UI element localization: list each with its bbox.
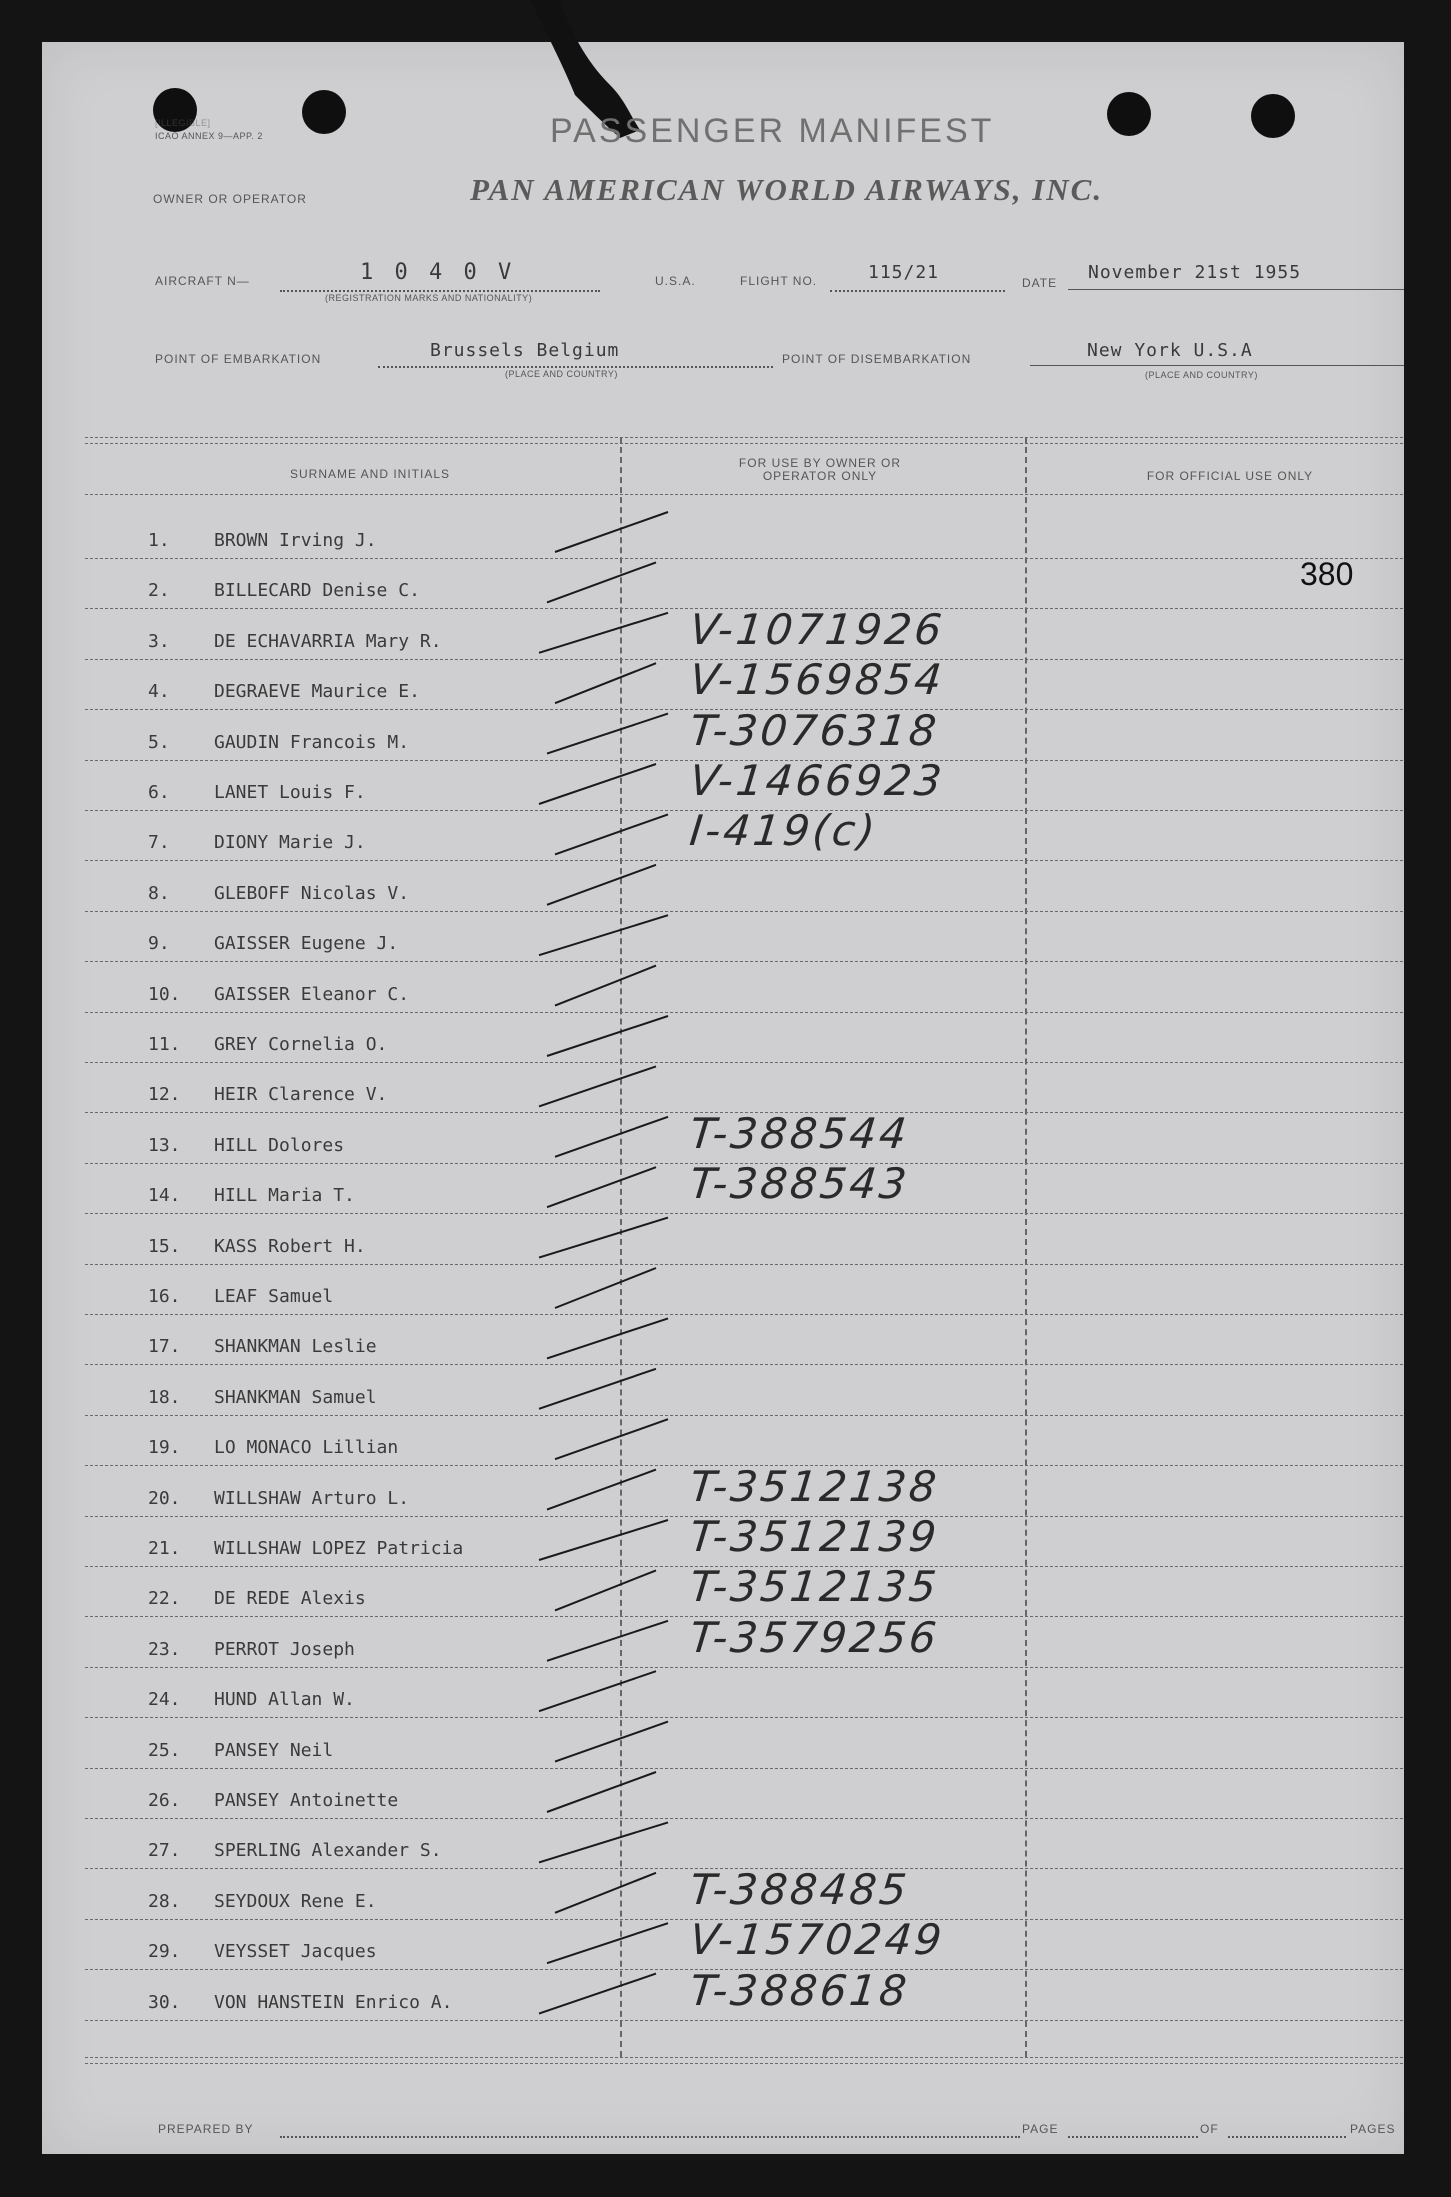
of-label: OF <box>1200 2122 1219 2136</box>
table-bottom-rule-1 <box>85 2057 1403 2058</box>
row-rule <box>85 1062 1403 1063</box>
row-rule <box>85 558 1403 559</box>
passenger-number: 12. <box>148 1084 181 1106</box>
passenger-name: GAUDIN Francois M. <box>214 731 410 753</box>
row-rule <box>85 1012 1403 1013</box>
passenger-number: 30. <box>148 1991 181 2013</box>
passport-number: T-3512138 <box>687 1461 942 1511</box>
date-label: DATE <box>1022 276 1058 290</box>
passenger-number: 29. <box>148 1941 181 1963</box>
passenger-number: 15. <box>148 1235 181 1257</box>
passenger-number: 11. <box>148 1034 181 1055</box>
owner-value: PAN AMERICAN WORLD AIRWAYS, INC. <box>470 172 1104 207</box>
passenger-name: GREY Cornelia O. <box>214 1034 388 1055</box>
table-bottom-rule-2 <box>85 2063 1403 2064</box>
passenger-number: 19. <box>148 1437 181 1459</box>
table-top-rule-1 <box>85 437 1403 438</box>
passenger-number: 27. <box>148 1840 181 1862</box>
passport-number: V-1071926 <box>687 604 947 654</box>
column-divider-1 <box>620 437 622 2057</box>
passenger-number: 7. <box>148 832 170 854</box>
passenger-number: 20. <box>148 1487 181 1509</box>
flight-number: 115/21 <box>868 262 940 283</box>
row-rule <box>85 961 1403 962</box>
passport-number: T-388544 <box>687 1108 912 1158</box>
of-underline <box>1228 2136 1346 2138</box>
disembarkation-underline <box>1030 365 1404 366</box>
passport-number: V-1569854 <box>687 655 947 705</box>
passenger-name: SEYDOUX Rene E. <box>214 1890 377 1912</box>
passenger-number: 16. <box>148 1286 181 1307</box>
passenger-number: 13. <box>148 1134 181 1156</box>
passenger-number: 23. <box>148 1638 181 1660</box>
passenger-number: 17. <box>148 1336 181 1358</box>
passenger-name: HILL Dolores <box>214 1134 345 1156</box>
passenger-name: HILL Maria T. <box>214 1185 355 1207</box>
passenger-name: KASS Robert H. <box>214 1235 366 1257</box>
passenger-number: 24. <box>148 1689 181 1711</box>
passenger-number: 3. <box>148 630 170 652</box>
passenger-name: HEIR Clarence V. <box>214 1084 388 1106</box>
passenger-name: DIONY Marie J. <box>214 832 366 854</box>
passport-number: T-3076318 <box>687 705 942 755</box>
page-label: PAGE <box>1022 2122 1059 2136</box>
passport-number: I-419(c) <box>687 806 881 856</box>
prepared-by-label: PREPARED BY <box>158 2122 254 2136</box>
row-rule <box>85 1264 1403 1265</box>
passenger-number: 26. <box>148 1790 181 1811</box>
passenger-name: PANSEY Antoinette <box>214 1790 399 1811</box>
passenger-name: VEYSSET Jacques <box>214 1941 377 1963</box>
row-rule <box>85 1667 1403 1668</box>
passenger-name: LEAF Samuel <box>214 1286 334 1307</box>
passenger-name: BROWN Irving J. <box>214 530 377 551</box>
passenger-number: 14. <box>148 1185 181 1207</box>
passenger-name: DE ECHAVARRIA Mary R. <box>214 630 442 652</box>
passenger-number: 1. <box>148 530 170 551</box>
aircraft-registration: 1 0 4 0 V <box>360 260 516 285</box>
passenger-name: PANSEY Neil <box>214 1739 334 1761</box>
passport-number: T-3579256 <box>687 1612 942 1662</box>
flight-underline <box>830 290 1005 292</box>
passenger-number: 21. <box>148 1538 181 1559</box>
date-value: November 21st 1955 <box>1088 262 1302 283</box>
passenger-number: 10. <box>148 983 181 1005</box>
passenger-name: SHANKMAN Samuel <box>214 1386 377 1408</box>
passenger-number: 18. <box>148 1386 181 1408</box>
passenger-name: GAISSER Eleanor C. <box>214 983 410 1005</box>
punch-hole-left-2 <box>302 90 346 134</box>
row-rule <box>85 1213 1403 1214</box>
official-stamp-number: 380 <box>1300 556 1354 592</box>
column-divider-2 <box>1025 437 1027 2057</box>
form-reference-line2: ICAO ANNEX 9—APP. 2 <box>155 131 263 141</box>
passenger-name: GAISSER Eugene J. <box>214 933 399 955</box>
passport-number: V-1570249 <box>687 1915 947 1965</box>
passenger-number: 22. <box>148 1588 181 1610</box>
embarkation-caption: (PLACE AND COUNTRY) <box>505 369 618 379</box>
embarkation-value: Brussels Belgium <box>430 340 620 361</box>
embarkation-underline <box>378 366 773 368</box>
column-header-surname: SURNAME AND INITIALS <box>289 467 451 481</box>
passenger-number: 5. <box>148 731 170 753</box>
aircraft-underline <box>280 290 600 292</box>
disembarkation-value: New York U.S.A <box>1087 340 1253 361</box>
row-rule <box>85 860 1403 861</box>
passport-number: T-388485 <box>687 1864 912 1914</box>
row-rule <box>85 1314 1403 1315</box>
page-underline <box>1068 2136 1198 2138</box>
passport-number: V-1466923 <box>687 756 947 805</box>
embarkation-label: POINT OF EMBARKATION <box>155 352 322 366</box>
passenger-number: 8. <box>148 882 170 904</box>
pages-label: PAGES <box>1350 2122 1396 2136</box>
disembarkation-label: POINT OF DISEMBARKATION <box>782 352 972 366</box>
flight-label: FLIGHT NO. <box>740 274 818 288</box>
passenger-number: 25. <box>148 1739 181 1761</box>
aircraft-caption: (REGISTRATION MARKS AND NATIONALITY) <box>325 293 533 303</box>
passenger-name: LO MONACO Lillian <box>214 1437 399 1459</box>
usa-label: U.S.A. <box>655 274 696 288</box>
passenger-number: 9. <box>148 933 170 955</box>
passenger-number: 2. <box>148 580 170 602</box>
form-reference-line1: [ILLEGIBLE] <box>155 118 211 128</box>
passenger-name: WILLSHAW LOPEZ Patricia <box>214 1538 464 1559</box>
passenger-name: SPERLING Alexander S. <box>214 1840 442 1862</box>
passenger-name: LANET Louis F. <box>214 782 366 803</box>
passport-number: T-3512139 <box>687 1512 942 1561</box>
table-header-rule <box>85 494 1403 495</box>
passenger-name: VON HANSTEIN Enrico A. <box>214 1991 453 2013</box>
passenger-number: 4. <box>148 681 170 703</box>
passenger-number: 6. <box>148 782 170 803</box>
punch-hole-right-2 <box>1251 94 1295 138</box>
passport-number: T-3512135 <box>687 1562 942 1612</box>
date-underline <box>1068 289 1404 290</box>
owner-label: OWNER OR OPERATOR <box>153 192 307 206</box>
passenger-name: WILLSHAW Arturo L. <box>214 1487 410 1509</box>
row-rule <box>85 911 1403 912</box>
passenger-name: SHANKMAN Leslie <box>214 1336 377 1358</box>
passport-number: T-388543 <box>687 1159 912 1209</box>
row-rule <box>85 1415 1403 1416</box>
row-rule <box>85 1364 1403 1365</box>
passenger-number: 28. <box>148 1890 181 1912</box>
row-rule <box>85 1768 1403 1769</box>
disembarkation-caption: (PLACE AND COUNTRY) <box>1145 370 1258 380</box>
passenger-name: GLEBOFF Nicolas V. <box>214 882 410 904</box>
passenger-name: BILLECARD Denise C. <box>214 580 420 602</box>
row-rule <box>85 2020 1403 2021</box>
column-header-owner-use: FOR USE BY OWNER OR OPERATOR ONLY <box>738 456 902 483</box>
row-rule <box>85 1717 1403 1718</box>
passenger-name: PERROT Joseph <box>214 1638 355 1660</box>
punch-hole-right-1 <box>1107 92 1151 136</box>
aircraft-label: AIRCRAFT N— <box>155 274 250 288</box>
passenger-name: DE REDE Alexis <box>214 1588 366 1610</box>
prepared-by-underline <box>280 2136 1020 2138</box>
passport-number: T-388618 <box>687 1965 912 2015</box>
table-top-rule-2 <box>85 443 1403 444</box>
column-header-official-use: FOR OFFICIAL USE ONLY <box>1146 469 1314 483</box>
passenger-name: HUND Allan W. <box>214 1689 355 1711</box>
passenger-name: DEGRAEVE Maurice E. <box>214 681 420 703</box>
page-title: PASSENGER MANIFEST <box>550 112 995 150</box>
row-rule <box>85 1818 1403 1819</box>
